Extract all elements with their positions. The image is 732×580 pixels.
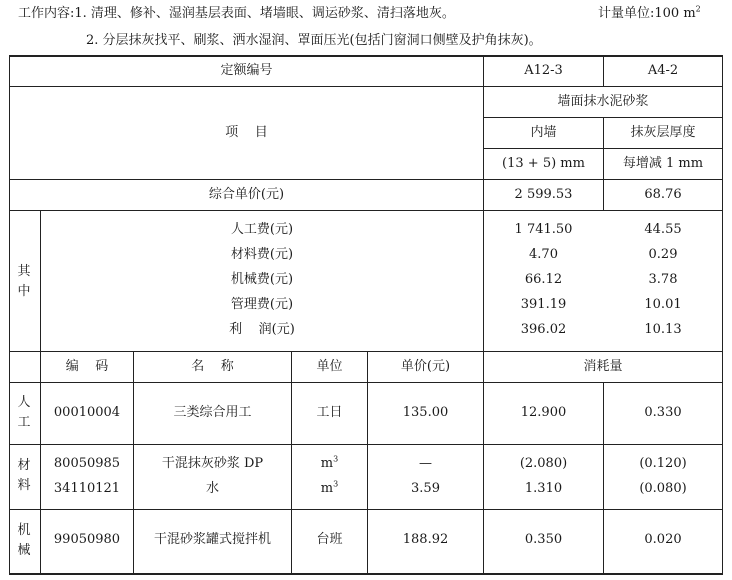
cost-row-v1: 4.70 (529, 247, 558, 262)
cost-row-v2: 10.01 (644, 297, 682, 312)
resource-v1: 1.310 (524, 481, 563, 496)
col-header-code: 编 码 (65, 359, 109, 374)
cost-row-v1: 66.12 (524, 272, 563, 287)
cost-row-v1: 396.02 (520, 322, 567, 337)
group-title: 墙面抹水泥砂浆 (557, 94, 649, 109)
work-content-line-2: 2. 分层抹灰找平、刷浆、洒水湿润、罩面压光(包括门窗洞口侧壁及护角抹灰)。 (86, 33, 542, 48)
unit-superscript: 3 (333, 454, 339, 464)
resource-v2: 0.330 (644, 405, 682, 420)
rule (9, 573, 723, 575)
col-header-unit: 单位 (316, 359, 343, 374)
resource-unit (292, 481, 367, 497)
machine-label: 机械 (17, 523, 31, 558)
unit-superscript: 3 (333, 479, 339, 489)
cost-row-v2: 3.78 (648, 272, 678, 287)
col-header-price: 单价(元) (400, 359, 451, 374)
cost-row-v1: 1 741.50 (514, 222, 573, 237)
cost-row-label: 材料费(元) (230, 247, 294, 262)
rule (9, 86, 723, 87)
rule (40, 210, 41, 575)
cost-row-label: 管理费(元) (230, 297, 294, 312)
unit-superscript: 2 (695, 4, 701, 14)
cost-row-v2: 0.29 (648, 247, 678, 262)
resource-price: 188.92 (402, 532, 449, 547)
code-col2: A4-2 (647, 63, 679, 78)
cost-row-label: 利 润(元) (229, 322, 295, 337)
resource-name: 干混抹灰砂浆 DP (161, 456, 264, 471)
cost-row-v2: 44.55 (644, 222, 682, 237)
resource-price: — (419, 456, 432, 471)
unit-text: m (320, 456, 334, 471)
spec-col1: (13 + 5) mm (502, 156, 585, 171)
cost-row-label: 人工费(元) (230, 222, 294, 237)
resource-price: 135.00 (402, 405, 449, 420)
rule (722, 55, 723, 575)
resource-code: 99050980 (53, 532, 121, 547)
resource-v1: 12.900 (520, 405, 567, 420)
unit-price-col2: 68.76 (644, 187, 682, 202)
resource-code: 34110121 (53, 481, 121, 496)
resource-name: 水 (205, 481, 219, 496)
resource-v1: 0.350 (524, 532, 563, 547)
col-header-consumption: 消耗量 (583, 359, 623, 374)
subtitle-col1: 内墙 (530, 125, 557, 140)
item-label: 项 目 (225, 125, 268, 140)
resource-name: 三类综合用工 (173, 405, 252, 420)
unit-price-label: 综合单价(元) (208, 187, 285, 202)
code-col1: A12-3 (524, 63, 563, 78)
work-content-line-1: 工作内容:1. 清理、修补、湿润基层表面、堵墙眼、调运砂浆、清扫落地灰。 (18, 6, 455, 21)
rule (9, 351, 723, 352)
unit-text: m (320, 481, 334, 496)
resource-unit: 工日 (316, 405, 343, 420)
resource-v2: 0.020 (644, 532, 682, 547)
resource-v1: (2.080) (519, 456, 568, 471)
unit-price-col1: 2 599.53 (514, 187, 573, 202)
subtitle-col2: 抹灰层厚度 (630, 125, 696, 140)
cost-row-v1: 391.19 (520, 297, 567, 312)
rule (9, 210, 723, 211)
resource-unit (292, 456, 367, 472)
spec-col2: 每增减 1 mm (622, 156, 704, 171)
resource-price: 3.59 (411, 481, 440, 496)
labor-label: 人工 (17, 395, 31, 430)
among-label: 其中 (17, 264, 31, 299)
resource-unit: 台班 (316, 532, 343, 547)
resource-code: 80050985 (53, 456, 121, 471)
material-label: 材料 (17, 458, 31, 493)
measurement-unit (598, 2, 701, 21)
unit-label: 计量单位:100 m (598, 6, 696, 21)
resource-code: 00010004 (53, 405, 121, 420)
resource-v2: (0.120) (639, 456, 687, 471)
rule (9, 382, 723, 383)
rule (9, 179, 723, 180)
rule (9, 444, 723, 445)
rule (9, 509, 723, 510)
rule (9, 55, 723, 57)
resource-v2: (0.080) (639, 481, 687, 496)
resource-name: 干混砂浆罐式搅拌机 (153, 532, 271, 547)
col-header-name: 名 称 (191, 359, 234, 374)
quota-label: 定额编号 (220, 63, 273, 78)
cost-row-label: 机械费(元) (230, 272, 294, 287)
cost-row-v2: 10.13 (644, 322, 682, 337)
